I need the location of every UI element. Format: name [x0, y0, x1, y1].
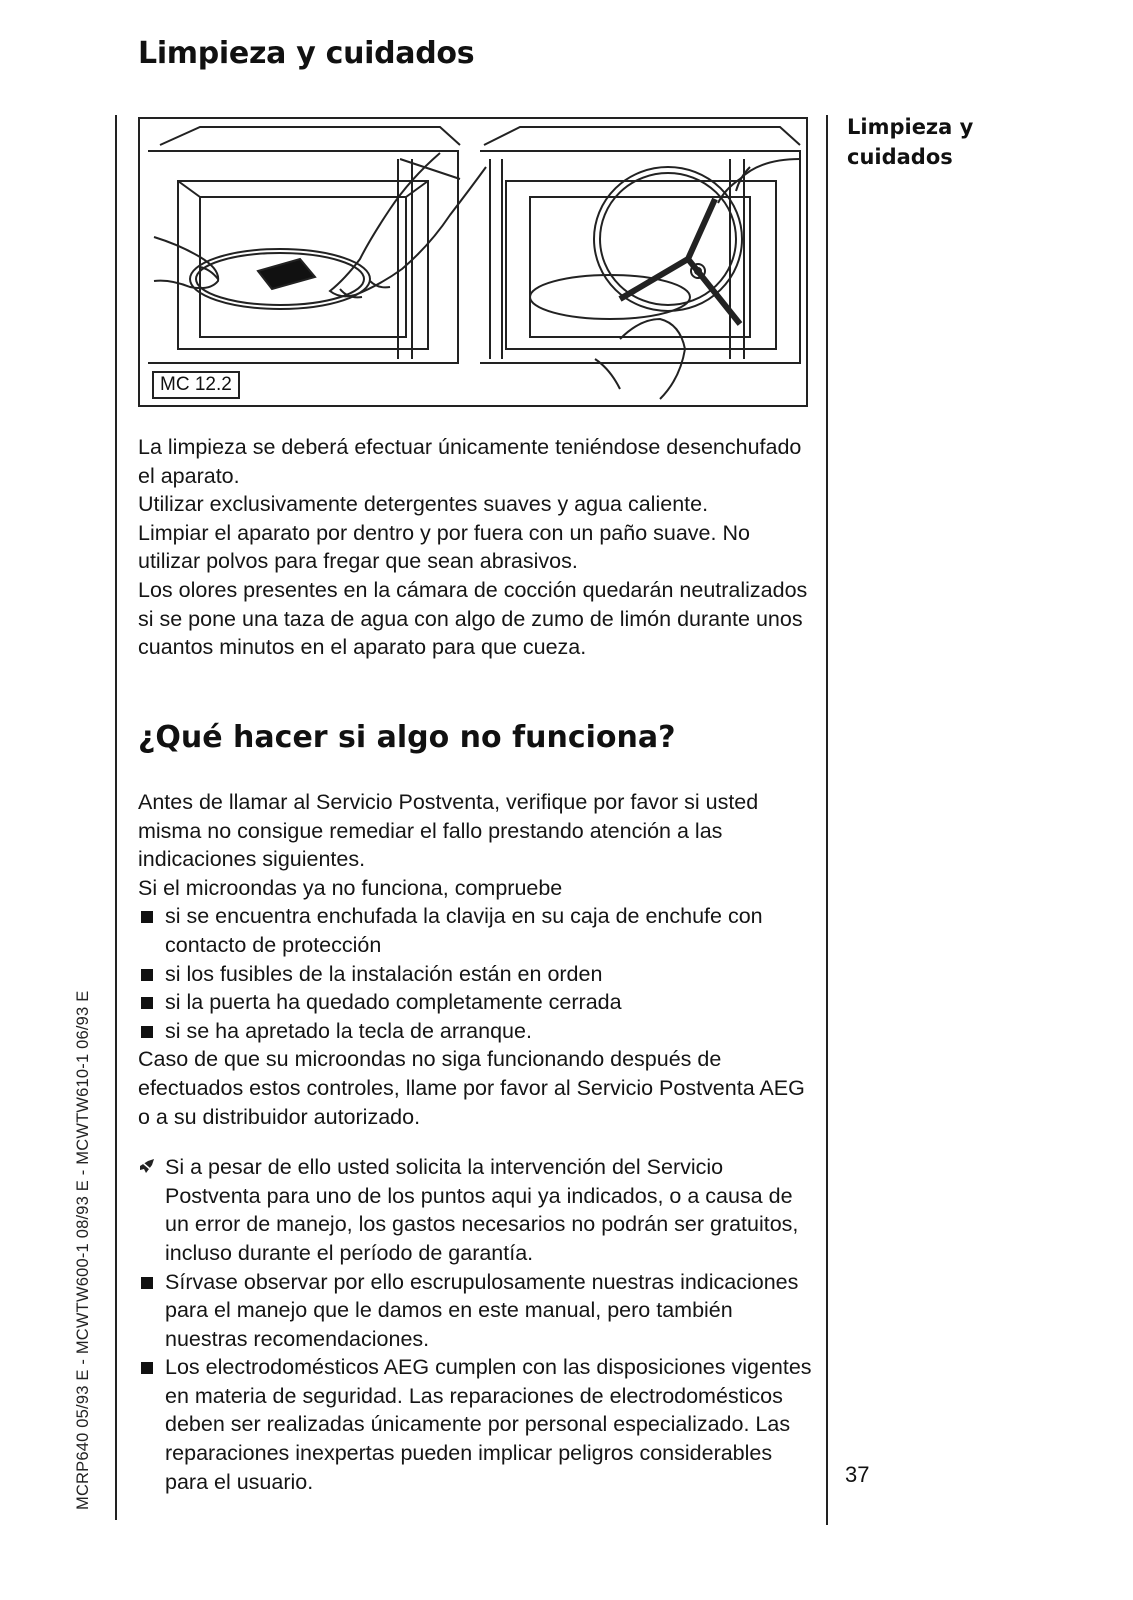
check-item-text: si los fusibles de la instalación están en orden	[165, 961, 603, 986]
note-item	[138, 1153, 818, 1267]
paragraph: La limpieza se deberá efectuar únicamente teniéndose desenchufado el aparato.	[138, 435, 802, 488]
left-rule	[115, 115, 117, 1520]
note-text: Si a pesar de ello usted solicita la intervención del Servicio Postventa para uno de los puntos aqui ya indicados, o a causa de un error de manejo, los gastos necesarios no podrán ser gratuitos, incluso durante el período de garantía.	[165, 1155, 799, 1265]
after-checks-paragraph: Caso de que su microondas no siga funcionando después de efectuados estos controles, llame por favor al Servicio Postventa AEG o a su distribuidor autorizado.	[138, 1047, 805, 1129]
check-item-text: si la puerta ha quedado completamente cerrada	[165, 990, 622, 1015]
section-heading: ¿Qué hacer si algo no funciona?	[138, 720, 676, 755]
check-item-text: si se ha apretado la tecla de arranque.	[165, 1018, 532, 1043]
bullet-text: Los electrodomésticos AEG cumplen con las disposiciones vigentes en materia de seguridad. Las reparaciones de electrodomésticos deben ser realizadas únicamente por personal especializado. Las reparaciones inexpertas pueden implicar peligros considerables para el usuario.	[165, 1355, 812, 1494]
intro-paragraph: Antes de llamar al Servicio Postventa, verifique por favor si usted misma no consigue remediar el fallo prestando atención a las indicaciones siguientes.	[138, 790, 759, 872]
right-rule	[826, 115, 828, 1525]
paragraph: Utilizar exclusivamente detergentes suaves y agua caliente.	[138, 492, 709, 517]
page-number: 37	[845, 1462, 870, 1487]
hand-pointer-icon	[138, 1157, 156, 1175]
cleaning-illustration	[138, 117, 808, 407]
page-title: Limpieza y cuidados	[138, 36, 475, 71]
paragraph: Los olores presentes en la cámara de cocción quedarán neutralizados si se pone una taza de agua con algo de zumo de limón durante unos cuantos minutos en el aparato para que cueza.	[138, 577, 808, 660]
figure-label: MC 12.2	[152, 371, 240, 399]
document-code: MCRP640 05/93 E - MCWTW600-1 08/93 E - MCWTW610-1 06/93 E	[74, 990, 92, 1510]
cleaning-text	[138, 433, 818, 662]
check-intro: Si el microondas ya no funciona, compruebe	[138, 875, 563, 900]
microwave-turntable-drawing	[140, 119, 806, 405]
check-item	[138, 902, 818, 959]
check-item-text: si se encuentra enchufada la clavija en su caja de enchufe con contacto de protección	[165, 904, 763, 957]
bullet-item	[138, 1268, 818, 1354]
margin-title: Limpieza y cuidados	[847, 115, 974, 169]
check-item	[138, 960, 818, 989]
check-item	[138, 1017, 818, 1046]
bullet-item	[138, 1353, 818, 1496]
troubleshooting-text	[138, 788, 818, 1496]
bullet-text: Sírvase observar por ello escrupulosamente nuestras indicaciones para el manejo que le damos en este manual, pero también nuestras recomendaciones.	[165, 1269, 799, 1351]
check-item	[138, 988, 818, 1017]
paragraph: Limpiar el aparato por dentro y por fuera con un paño suave. No utilizar polvos para fregar que sean abrasivos.	[138, 520, 750, 574]
